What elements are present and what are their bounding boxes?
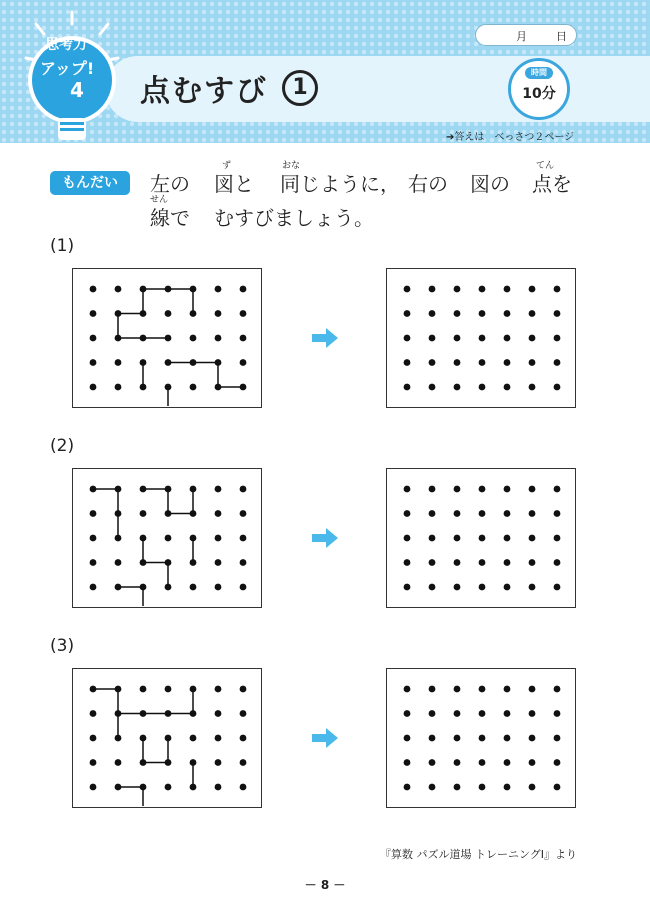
grid-dot[interactable] [429, 384, 436, 391]
grid-dot[interactable] [429, 335, 436, 342]
grid-dot [190, 535, 197, 542]
grid-dot [90, 310, 97, 317]
grid-dot[interactable] [454, 510, 461, 517]
grid-dot[interactable] [504, 535, 511, 542]
grid-dot[interactable] [479, 359, 486, 366]
grid-dot [115, 359, 122, 366]
grid-dot[interactable] [554, 310, 561, 317]
grid-dot[interactable] [454, 686, 461, 693]
grid-dot [215, 784, 222, 791]
grid-dot[interactable] [554, 759, 561, 766]
grid-dot[interactable] [554, 735, 561, 742]
grid-dot [165, 584, 172, 591]
grid-dot[interactable] [429, 784, 436, 791]
badge-line1: 思考力 [45, 37, 87, 53]
dot-grid-canvas[interactable] [387, 469, 574, 606]
grid-dot [190, 510, 197, 517]
grid-dot[interactable] [479, 510, 486, 517]
grid-dot[interactable] [429, 710, 436, 717]
grid-dot [190, 735, 197, 742]
grid-dot[interactable] [504, 486, 511, 493]
right-arrow-icon [312, 328, 338, 348]
connecting-line [143, 489, 193, 514]
grid-dot[interactable] [504, 335, 511, 342]
answer-dot-grid[interactable] [386, 268, 576, 408]
grid-dot [90, 335, 97, 342]
grid-dot[interactable] [404, 486, 411, 493]
date-day-label: 日 [556, 30, 567, 43]
grid-dot[interactable] [504, 759, 511, 766]
connecting-line [118, 289, 193, 314]
grid-dot[interactable] [404, 759, 411, 766]
grid-dot[interactable] [404, 735, 411, 742]
grid-dot [140, 535, 147, 542]
grid-dot[interactable] [454, 535, 461, 542]
grid-dot[interactable] [504, 286, 511, 293]
answer-reference: ➔答えは べっさつ２ページ [446, 132, 575, 143]
grid-dot[interactable] [404, 710, 411, 717]
timer-label: 時間 [525, 67, 553, 79]
grid-dot [215, 286, 222, 293]
grid-dot[interactable] [529, 584, 536, 591]
grid-dot [115, 335, 122, 342]
grid-dot [240, 710, 247, 717]
grid-dot [240, 510, 247, 517]
grid-dot [165, 559, 172, 566]
grid-dot[interactable] [404, 335, 411, 342]
grid-dot[interactable] [529, 735, 536, 742]
grid-dot[interactable] [529, 286, 536, 293]
grid-dot[interactable] [554, 784, 561, 791]
grid-dot [90, 359, 97, 366]
grid-dot[interactable] [504, 510, 511, 517]
grid-dot[interactable] [554, 584, 561, 591]
grid-dot[interactable] [479, 759, 486, 766]
grid-dot[interactable] [429, 310, 436, 317]
grid-dot [115, 286, 122, 293]
grid-dot[interactable] [529, 359, 536, 366]
grid-dot [165, 486, 172, 493]
date-month-label: 月 [516, 30, 527, 43]
grid-dot [115, 686, 122, 693]
grid-dot[interactable] [479, 335, 486, 342]
grid-dot [215, 686, 222, 693]
grid-dot [215, 535, 222, 542]
section-label: (2) [50, 436, 75, 456]
grid-dot [190, 759, 197, 766]
source-credit: 『算数 パズル道場 トレーニングⅠ』より [380, 848, 578, 861]
grid-dot [240, 486, 247, 493]
grid-dot[interactable] [554, 535, 561, 542]
grid-dot [140, 384, 147, 391]
grid-dot[interactable] [529, 384, 536, 391]
grid-dot [190, 710, 197, 717]
problem-badge: もんだい [50, 171, 130, 195]
grid-dot [90, 486, 97, 493]
grid-dot [140, 486, 147, 493]
grid-dot [115, 384, 122, 391]
grid-dot [165, 710, 172, 717]
grid-dot[interactable] [454, 584, 461, 591]
right-arrow-icon [312, 528, 338, 548]
grid-dot[interactable] [429, 486, 436, 493]
grid-dot [190, 359, 197, 366]
grid-dot [165, 310, 172, 317]
grid-dot[interactable] [454, 384, 461, 391]
grid-dot[interactable] [479, 310, 486, 317]
grid-dot[interactable] [429, 286, 436, 293]
grid-dot [240, 784, 247, 791]
grid-dot [240, 584, 247, 591]
grid-dot [115, 535, 122, 542]
section-label: (3) [50, 636, 75, 656]
grid-dot[interactable] [529, 784, 536, 791]
instruction-word: 図の [470, 172, 510, 196]
title-number: 1 [282, 70, 318, 106]
grid-dot[interactable] [504, 710, 511, 717]
grid-dot[interactable] [504, 384, 511, 391]
grid-dot [115, 584, 122, 591]
grid-dot [165, 510, 172, 517]
grid-dot [215, 310, 222, 317]
grid-dot [215, 486, 222, 493]
timer-badge [508, 58, 570, 120]
grid-dot [140, 335, 147, 342]
grid-dot[interactable] [529, 335, 536, 342]
grid-dot[interactable] [529, 759, 536, 766]
grid-dot [215, 735, 222, 742]
grid-dot [115, 710, 122, 717]
grid-dot [90, 559, 97, 566]
grid-dot[interactable] [479, 784, 486, 791]
grid-dot[interactable] [529, 535, 536, 542]
grid-dot[interactable] [554, 359, 561, 366]
grid-dot[interactable] [429, 510, 436, 517]
grid-dot [140, 286, 147, 293]
grid-dot[interactable] [504, 735, 511, 742]
grid-dot [165, 335, 172, 342]
grid-dot [90, 735, 97, 742]
grid-dot [240, 735, 247, 742]
dot-grid-canvas[interactable] [387, 669, 574, 806]
instruction-word: 左の [150, 172, 190, 196]
grid-dot[interactable] [504, 359, 511, 366]
grid-dot [240, 384, 247, 391]
grid-dot[interactable] [429, 584, 436, 591]
grid-dot [190, 384, 197, 391]
grid-dot[interactable] [504, 584, 511, 591]
grid-dot [115, 784, 122, 791]
grid-dot [240, 759, 247, 766]
grid-dot [240, 359, 247, 366]
grid-dot[interactable] [529, 686, 536, 693]
grid-dot [115, 559, 122, 566]
grid-dot[interactable] [554, 710, 561, 717]
date-field [475, 24, 577, 46]
grid-dot [165, 735, 172, 742]
grid-dot [140, 710, 147, 717]
model-dot-grid [72, 268, 262, 408]
grid-dot [240, 310, 247, 317]
grid-dot[interactable] [429, 559, 436, 566]
grid-dot[interactable] [479, 584, 486, 591]
timer-value: 10分 [522, 86, 556, 102]
grid-dot [90, 510, 97, 517]
grid-dot[interactable] [479, 535, 486, 542]
grid-dot[interactable] [429, 686, 436, 693]
grid-dot[interactable] [504, 310, 511, 317]
badge-line2: アップ! [40, 59, 95, 78]
instruction-word: 線で [150, 206, 190, 230]
grid-dot[interactable] [404, 584, 411, 591]
grid-dot [215, 710, 222, 717]
grid-dot [190, 335, 197, 342]
grid-dot [190, 286, 197, 293]
grid-dot [165, 535, 172, 542]
grid-dot [140, 784, 147, 791]
grid-dot[interactable] [454, 784, 461, 791]
grid-dot [240, 686, 247, 693]
grid-dot [190, 310, 197, 317]
grid-dot[interactable] [479, 486, 486, 493]
grid-dot[interactable] [454, 559, 461, 566]
grid-dot [190, 584, 197, 591]
grid-dot [140, 559, 147, 566]
grid-dot[interactable] [529, 510, 536, 517]
grid-dot [240, 535, 247, 542]
grid-dot[interactable] [454, 359, 461, 366]
ruby-zu: ず [222, 161, 232, 171]
grid-dot [90, 759, 97, 766]
grid-dot[interactable] [404, 535, 411, 542]
grid-dot [190, 559, 197, 566]
grid-dot [90, 784, 97, 791]
grid-dot [240, 559, 247, 566]
grid-dot[interactable] [504, 784, 511, 791]
grid-dot[interactable] [529, 310, 536, 317]
grid-dot [215, 384, 222, 391]
grid-dot[interactable] [554, 559, 561, 566]
grid-dot [115, 310, 122, 317]
connecting-line [143, 738, 168, 763]
grid-dot [140, 735, 147, 742]
grid-dot[interactable] [404, 559, 411, 566]
grid-dot[interactable] [529, 486, 536, 493]
grid-dot [115, 486, 122, 493]
grid-dot[interactable] [554, 510, 561, 517]
instruction-word: 点を [532, 172, 572, 196]
grid-dot [215, 335, 222, 342]
instruction-word: 同じように， [280, 172, 400, 196]
grid-dot[interactable] [429, 759, 436, 766]
grid-dot [215, 510, 222, 517]
connecting-line [118, 689, 193, 714]
grid-dot [90, 384, 97, 391]
grid-dot[interactable] [404, 359, 411, 366]
grid-dot[interactable] [454, 759, 461, 766]
grid-dot [90, 286, 97, 293]
connecting-line [93, 689, 118, 738]
grid-dot [140, 510, 147, 517]
grid-dot [115, 759, 122, 766]
grid-dot [165, 286, 172, 293]
connecting-line [118, 314, 168, 339]
page-number: － 8 － [304, 878, 346, 892]
grid-dot [90, 584, 97, 591]
grid-dot[interactable] [404, 686, 411, 693]
ruby-sen: せん [150, 195, 169, 205]
grid-dot [215, 559, 222, 566]
dot-grid-canvas [73, 269, 260, 406]
grid-dot [215, 359, 222, 366]
grid-dot [165, 384, 172, 391]
grid-dot[interactable] [554, 384, 561, 391]
grid-dot[interactable] [404, 286, 411, 293]
grid-dot[interactable] [504, 559, 511, 566]
grid-dot[interactable] [479, 559, 486, 566]
badge-number: 4 [70, 78, 84, 102]
grid-dot [215, 584, 222, 591]
grid-dot[interactable] [454, 486, 461, 493]
grid-dot[interactable] [529, 710, 536, 717]
grid-dot[interactable] [479, 710, 486, 717]
grid-dot[interactable] [404, 510, 411, 517]
ruby-ona: おな [282, 161, 301, 171]
right-arrow-icon [312, 728, 338, 748]
instruction-word: 右の [408, 172, 448, 196]
grid-dot [140, 359, 147, 366]
page-title: 点むすび [140, 74, 268, 109]
model-dot-grid [72, 468, 262, 608]
grid-dot [115, 735, 122, 742]
connecting-line [118, 787, 143, 806]
connecting-line [168, 363, 243, 388]
grid-dot[interactable] [404, 784, 411, 791]
grid-dot [240, 335, 247, 342]
grid-dot[interactable] [479, 384, 486, 391]
dot-grid-canvas [73, 469, 260, 606]
grid-dot [215, 759, 222, 766]
grid-dot [140, 759, 147, 766]
answer-dot-grid[interactable] [386, 468, 576, 608]
dot-grid-canvas [73, 669, 260, 806]
section-label: (1) [50, 236, 75, 256]
instruction-word: 図と [214, 172, 254, 196]
grid-dot [190, 686, 197, 693]
connecting-line [93, 489, 118, 538]
grid-dot [190, 784, 197, 791]
grid-dot [140, 310, 147, 317]
grid-dot[interactable] [504, 686, 511, 693]
grid-dot [90, 535, 97, 542]
grid-dot [165, 759, 172, 766]
answer-dot-grid[interactable] [386, 668, 576, 808]
grid-dot[interactable] [554, 686, 561, 693]
grid-dot[interactable] [554, 335, 561, 342]
grid-dot[interactable] [454, 335, 461, 342]
grid-dot[interactable] [429, 535, 436, 542]
grid-dot[interactable] [429, 735, 436, 742]
dot-grid-canvas[interactable] [387, 269, 574, 406]
grid-dot[interactable] [454, 735, 461, 742]
grid-dot[interactable] [479, 735, 486, 742]
grid-dot[interactable] [554, 486, 561, 493]
grid-dot [140, 584, 147, 591]
grid-dot[interactable] [429, 359, 436, 366]
grid-dot [190, 486, 197, 493]
grid-dot[interactable] [454, 310, 461, 317]
grid-dot [115, 510, 122, 517]
grid-dot [90, 686, 97, 693]
grid-dot[interactable] [454, 710, 461, 717]
grid-dot [165, 686, 172, 693]
grid-dot[interactable] [554, 286, 561, 293]
grid-dot [165, 359, 172, 366]
instruction-word: むすびましょう。 [214, 206, 374, 230]
grid-dot [240, 286, 247, 293]
grid-dot [165, 784, 172, 791]
grid-dot[interactable] [479, 286, 486, 293]
connecting-line [143, 538, 168, 587]
grid-dot[interactable] [404, 384, 411, 391]
model-dot-grid [72, 668, 262, 808]
grid-dot[interactable] [404, 310, 411, 317]
grid-dot[interactable] [479, 686, 486, 693]
grid-dot [140, 686, 147, 693]
ruby-ten: てん [536, 161, 555, 171]
grid-dot[interactable] [529, 559, 536, 566]
grid-dot [90, 710, 97, 717]
grid-dot[interactable] [454, 286, 461, 293]
